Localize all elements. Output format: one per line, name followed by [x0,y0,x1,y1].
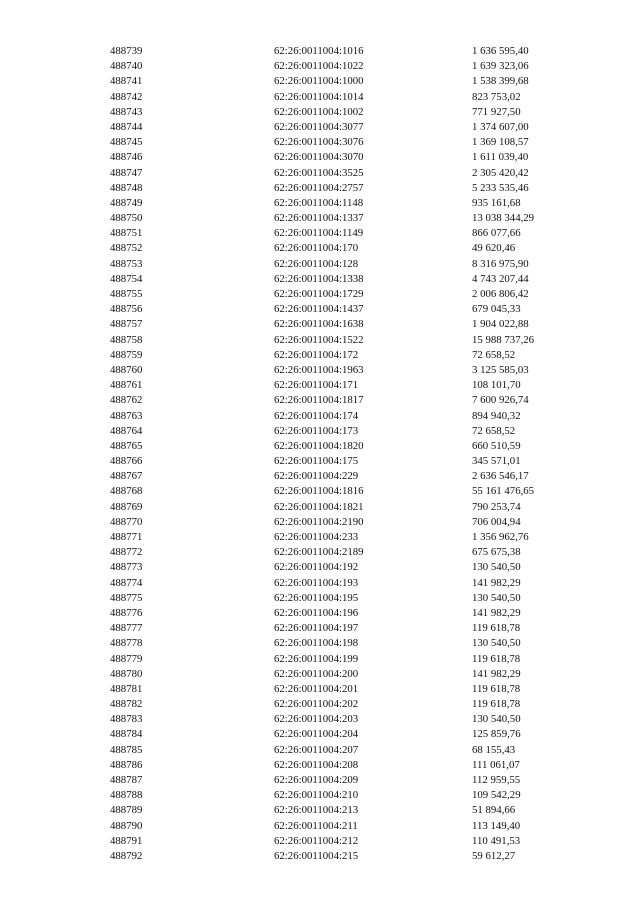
cadastral-number: 62:26:0011004:204 [274,728,359,741]
row-number: 488762 [110,394,143,407]
cadastral-value: 1 904 022,88 [472,318,529,331]
cadastral-number: 62:26:0011004:200 [274,667,359,680]
row-number: 488784 [110,728,143,741]
row-number: 488756 [110,303,143,316]
table-row [0,226,640,241]
row-number: 488777 [110,622,143,635]
table-row [0,652,640,667]
row-number: 488771 [110,531,143,543]
cadastral-number: 62:26:0011004:212 [274,834,359,847]
cadastral-value: 935 161,68 [472,196,521,209]
cadastral-value: 866 077,66 [472,227,521,240]
cadastral-number: 62:26:0011004:192 [274,561,359,574]
cadastral-value: 1 374 607,00 [472,120,529,133]
table-row [0,74,640,89]
row-number: 488758 [110,333,143,346]
cadastral-number: 62:26:0011004:1000 [274,75,364,88]
row-number: 488763 [110,409,143,422]
cadastral-value: 894 940,32 [472,409,521,422]
cadastral-value: 13 038 344,29 [472,212,535,225]
cadastral-number: 62:26:0011004:1149 [274,227,364,240]
cadastral-value: 113 149,40 [472,819,521,832]
table-row [0,727,640,742]
row-number: 488739 [110,45,143,57]
table-row [0,576,640,591]
cadastral-number: 62:26:0011004:1638 [274,318,364,331]
table-row [0,758,640,773]
cadastral-value: 49 620,46 [472,242,516,255]
cadastral-value: 15 988 737,26 [472,333,535,346]
cadastral-number: 62:26:0011004:210 [274,789,359,802]
cadastral-number: 62:26:0011004:2190 [274,515,364,528]
cadastral-number: 62:26:0011004:1002 [274,105,364,118]
row-number: 488785 [110,743,143,756]
cadastral-value: 141 982,29 [472,576,521,589]
cadastral-number: 62:26:0011004:3076 [274,136,364,149]
cadastral-number: 62:26:0011004:213 [274,804,359,817]
cadastral-value: 119 618,78 [472,622,521,635]
cadastral-value: 660 510,59 [472,439,521,452]
cadastral-number: 62:26:0011004:199 [274,652,359,665]
cadastral-value: 119 618,78 [472,682,521,695]
cadastral-number: 62:26:0011004:209 [274,774,359,786]
table-row [0,773,640,788]
row-number: 488780 [110,667,143,680]
table-row [0,105,640,120]
table-row [0,545,640,560]
row-number: 488759 [110,348,143,361]
table-row [0,287,640,302]
cadastral-value: 72 658,52 [472,424,516,437]
table-row [0,682,640,697]
table-row [0,606,640,621]
cadastral-value: 59 612,27 [472,849,516,862]
table-row [0,44,640,59]
cadastral-number: 62:26:0011004:229 [274,470,359,483]
table-row [0,272,640,287]
cadastral-number: 62:26:0011004:195 [274,591,359,604]
table-row [0,211,640,226]
cadastral-value: 5 233 535,46 [472,181,529,194]
row-number: 488765 [110,439,143,452]
row-number: 488742 [110,90,143,103]
cadastral-number: 62:26:0011004:233 [274,531,359,543]
cadastral-number: 62:26:0011004:3077 [274,120,364,133]
table-row [0,150,640,165]
table-row [0,591,640,606]
row-number: 488752 [110,242,143,255]
cadastral-value: 7 600 926,74 [472,394,529,407]
row-number: 488776 [110,606,143,619]
cadastral-value: 345 571,01 [472,455,521,468]
cadastral-value: 51 894,66 [472,804,516,817]
cadastral-number: 62:26:0011004:1729 [274,288,364,300]
table-row [0,317,640,332]
cadastral-value: 111 061,07 [472,758,520,771]
row-number: 488770 [110,515,143,528]
table-row [0,302,640,317]
cadastral-value: 130 540,50 [472,637,521,650]
table-row [0,469,640,484]
cadastral-number: 62:26:0011004:215 [274,849,359,862]
table-row [0,257,640,272]
row-number: 488747 [110,166,143,179]
cadastral-value: 141 982,29 [472,667,521,680]
row-number: 488787 [110,774,143,786]
cadastral-value: 130 540,50 [472,591,521,604]
cadastral-number: 62:26:0011004:2189 [274,546,364,559]
table-row [0,378,640,393]
row-number: 488757 [110,318,143,331]
table-row [0,819,640,834]
cadastral-number: 62:26:0011004:1022 [274,60,364,73]
cadastral-number: 62:26:0011004:1014 [274,90,364,103]
cadastral-value-table [0,44,640,864]
row-number: 488760 [110,363,143,376]
cadastral-number: 62:26:0011004:3525 [274,166,364,179]
cadastral-number: 62:26:0011004:3070 [274,151,364,164]
row-number: 488764 [110,424,143,437]
table-row [0,454,640,469]
cadastral-value: 110 491,53 [472,834,521,847]
table-row [0,90,640,105]
cadastral-value: 1 356 962,76 [472,531,529,543]
cadastral-value: 1 369 108,57 [472,136,529,149]
cadastral-value: 119 618,78 [472,652,521,665]
table-row [0,803,640,818]
cadastral-value: 119 618,78 [472,698,521,711]
cadastral-number: 62:26:0011004:1437 [274,303,364,316]
table-row [0,393,640,408]
table-row [0,530,640,545]
cadastral-value: 1 538 399,68 [472,75,529,88]
table-row [0,439,640,454]
cadastral-value: 1 639 323,06 [472,60,529,73]
cadastral-number: 62:26:0011004:2757 [274,181,364,194]
table-row [0,849,640,864]
cadastral-number: 62:26:0011004:1816 [274,485,364,498]
cadastral-value: 2 006 806,42 [472,288,529,300]
table-row [0,484,640,499]
row-number: 488778 [110,637,143,650]
cadastral-number: 62:26:0011004:202 [274,698,359,711]
cadastral-value: 679 045,33 [472,303,521,316]
table-row [0,636,640,651]
cadastral-number: 62:26:0011004:198 [274,637,359,650]
row-number: 488740 [110,60,143,73]
cadastral-value: 130 540,50 [472,561,521,574]
cadastral-value: 109 542,29 [472,789,521,802]
cadastral-value: 706 004,94 [472,515,521,528]
row-number: 488783 [110,713,143,726]
table-row [0,135,640,150]
cadastral-number: 62:26:0011004:128 [274,257,359,270]
row-number: 488745 [110,136,143,149]
row-number: 488792 [110,849,143,862]
row-number: 488751 [110,227,143,240]
row-number: 488741 [110,75,143,88]
row-number: 488744 [110,120,143,133]
cadastral-value: 55 161 476,65 [472,485,535,498]
cadastral-number: 62:26:0011004:203 [274,713,359,726]
table-row [0,181,640,196]
row-number: 488749 [110,196,143,209]
cadastral-number: 62:26:0011004:211 [274,819,358,832]
cadastral-value: 125 859,76 [472,728,521,741]
row-number: 488746 [110,151,143,164]
table-row [0,59,640,74]
table-row [0,333,640,348]
row-number: 488761 [110,379,143,392]
table-row [0,712,640,727]
cadastral-number: 62:26:0011004:174 [274,409,359,422]
table-row [0,560,640,575]
row-number: 488754 [110,272,143,285]
cadastral-number: 62:26:0011004:1337 [274,212,364,225]
row-number: 488790 [110,819,143,832]
table-row [0,667,640,682]
row-number: 488775 [110,591,143,604]
cadastral-value: 108 101,70 [472,379,521,392]
table-row [0,424,640,439]
table-row [0,743,640,758]
table-row [0,363,640,378]
cadastral-value: 3 125 585,03 [472,363,529,376]
cadastral-value: 72 658,52 [472,348,516,361]
table-row [0,120,640,135]
row-number: 488772 [110,546,143,559]
cadastral-value: 823 753,02 [472,90,521,103]
row-number: 488753 [110,257,143,270]
table-row [0,241,640,256]
cadastral-value: 675 675,38 [472,546,521,559]
table-row [0,515,640,530]
table-row [0,196,640,211]
table-row [0,500,640,515]
cadastral-number: 62:26:0011004:1148 [274,196,364,209]
row-number: 488789 [110,804,143,817]
table-row [0,166,640,181]
cadastral-value: 112 959,55 [472,774,521,786]
cadastral-value: 1 636 595,40 [472,45,529,57]
cadastral-number: 62:26:0011004:1817 [274,394,364,407]
cadastral-number: 62:26:0011004:1338 [274,272,364,285]
row-number: 488769 [110,500,143,513]
cadastral-number: 62:26:0011004:1821 [274,500,364,513]
table-row [0,409,640,424]
cadastral-number: 62:26:0011004:171 [274,379,359,392]
row-number: 488748 [110,181,143,194]
cadastral-value: 771 927,50 [472,105,521,118]
cadastral-number: 62:26:0011004:1016 [274,45,364,57]
row-number: 488791 [110,834,143,847]
cadastral-value: 8 316 975,90 [472,257,529,270]
row-number: 488782 [110,698,143,711]
row-number: 488786 [110,758,143,771]
table-row [0,834,640,849]
row-number: 488779 [110,652,143,665]
table-row [0,621,640,636]
cadastral-number: 62:26:0011004:173 [274,424,359,437]
cadastral-number: 62:26:0011004:201 [274,682,359,695]
row-number: 488743 [110,105,143,118]
cadastral-number: 62:26:0011004:172 [274,348,359,361]
cadastral-value: 141 982,29 [472,606,521,619]
table-row [0,348,640,363]
row-number: 488788 [110,789,143,802]
row-number: 488755 [110,288,143,300]
row-number: 488767 [110,470,143,483]
row-number: 488781 [110,682,143,695]
cadastral-value: 68 155,43 [472,743,516,756]
row-number: 488768 [110,485,143,498]
cadastral-number: 62:26:0011004:1820 [274,439,364,452]
table-row [0,697,640,712]
cadastral-number: 62:26:0011004:175 [274,455,359,468]
cadastral-value: 2 636 546,17 [472,470,529,483]
cadastral-number: 62:26:0011004:193 [274,576,359,589]
cadastral-value: 2 305 420,42 [472,166,529,179]
cadastral-number: 62:26:0011004:1522 [274,333,364,346]
cadastral-number: 62:26:0011004:197 [274,622,359,635]
cadastral-number: 62:26:0011004:207 [274,743,359,756]
cadastral-number: 62:26:0011004:1963 [274,363,364,376]
cadastral-number: 62:26:0011004:196 [274,606,359,619]
cadastral-value: 1 611 039,40 [472,151,529,164]
cadastral-value: 130 540,50 [472,713,521,726]
row-number: 488750 [110,212,143,225]
table-row [0,788,640,803]
row-number: 488773 [110,561,143,574]
cadastral-number: 62:26:0011004:170 [274,242,359,255]
cadastral-number: 62:26:0011004:208 [274,758,359,771]
cadastral-value: 790 253,74 [472,500,521,513]
cadastral-value: 4 743 207,44 [472,272,529,285]
row-number: 488766 [110,455,143,468]
row-number: 488774 [110,576,143,589]
